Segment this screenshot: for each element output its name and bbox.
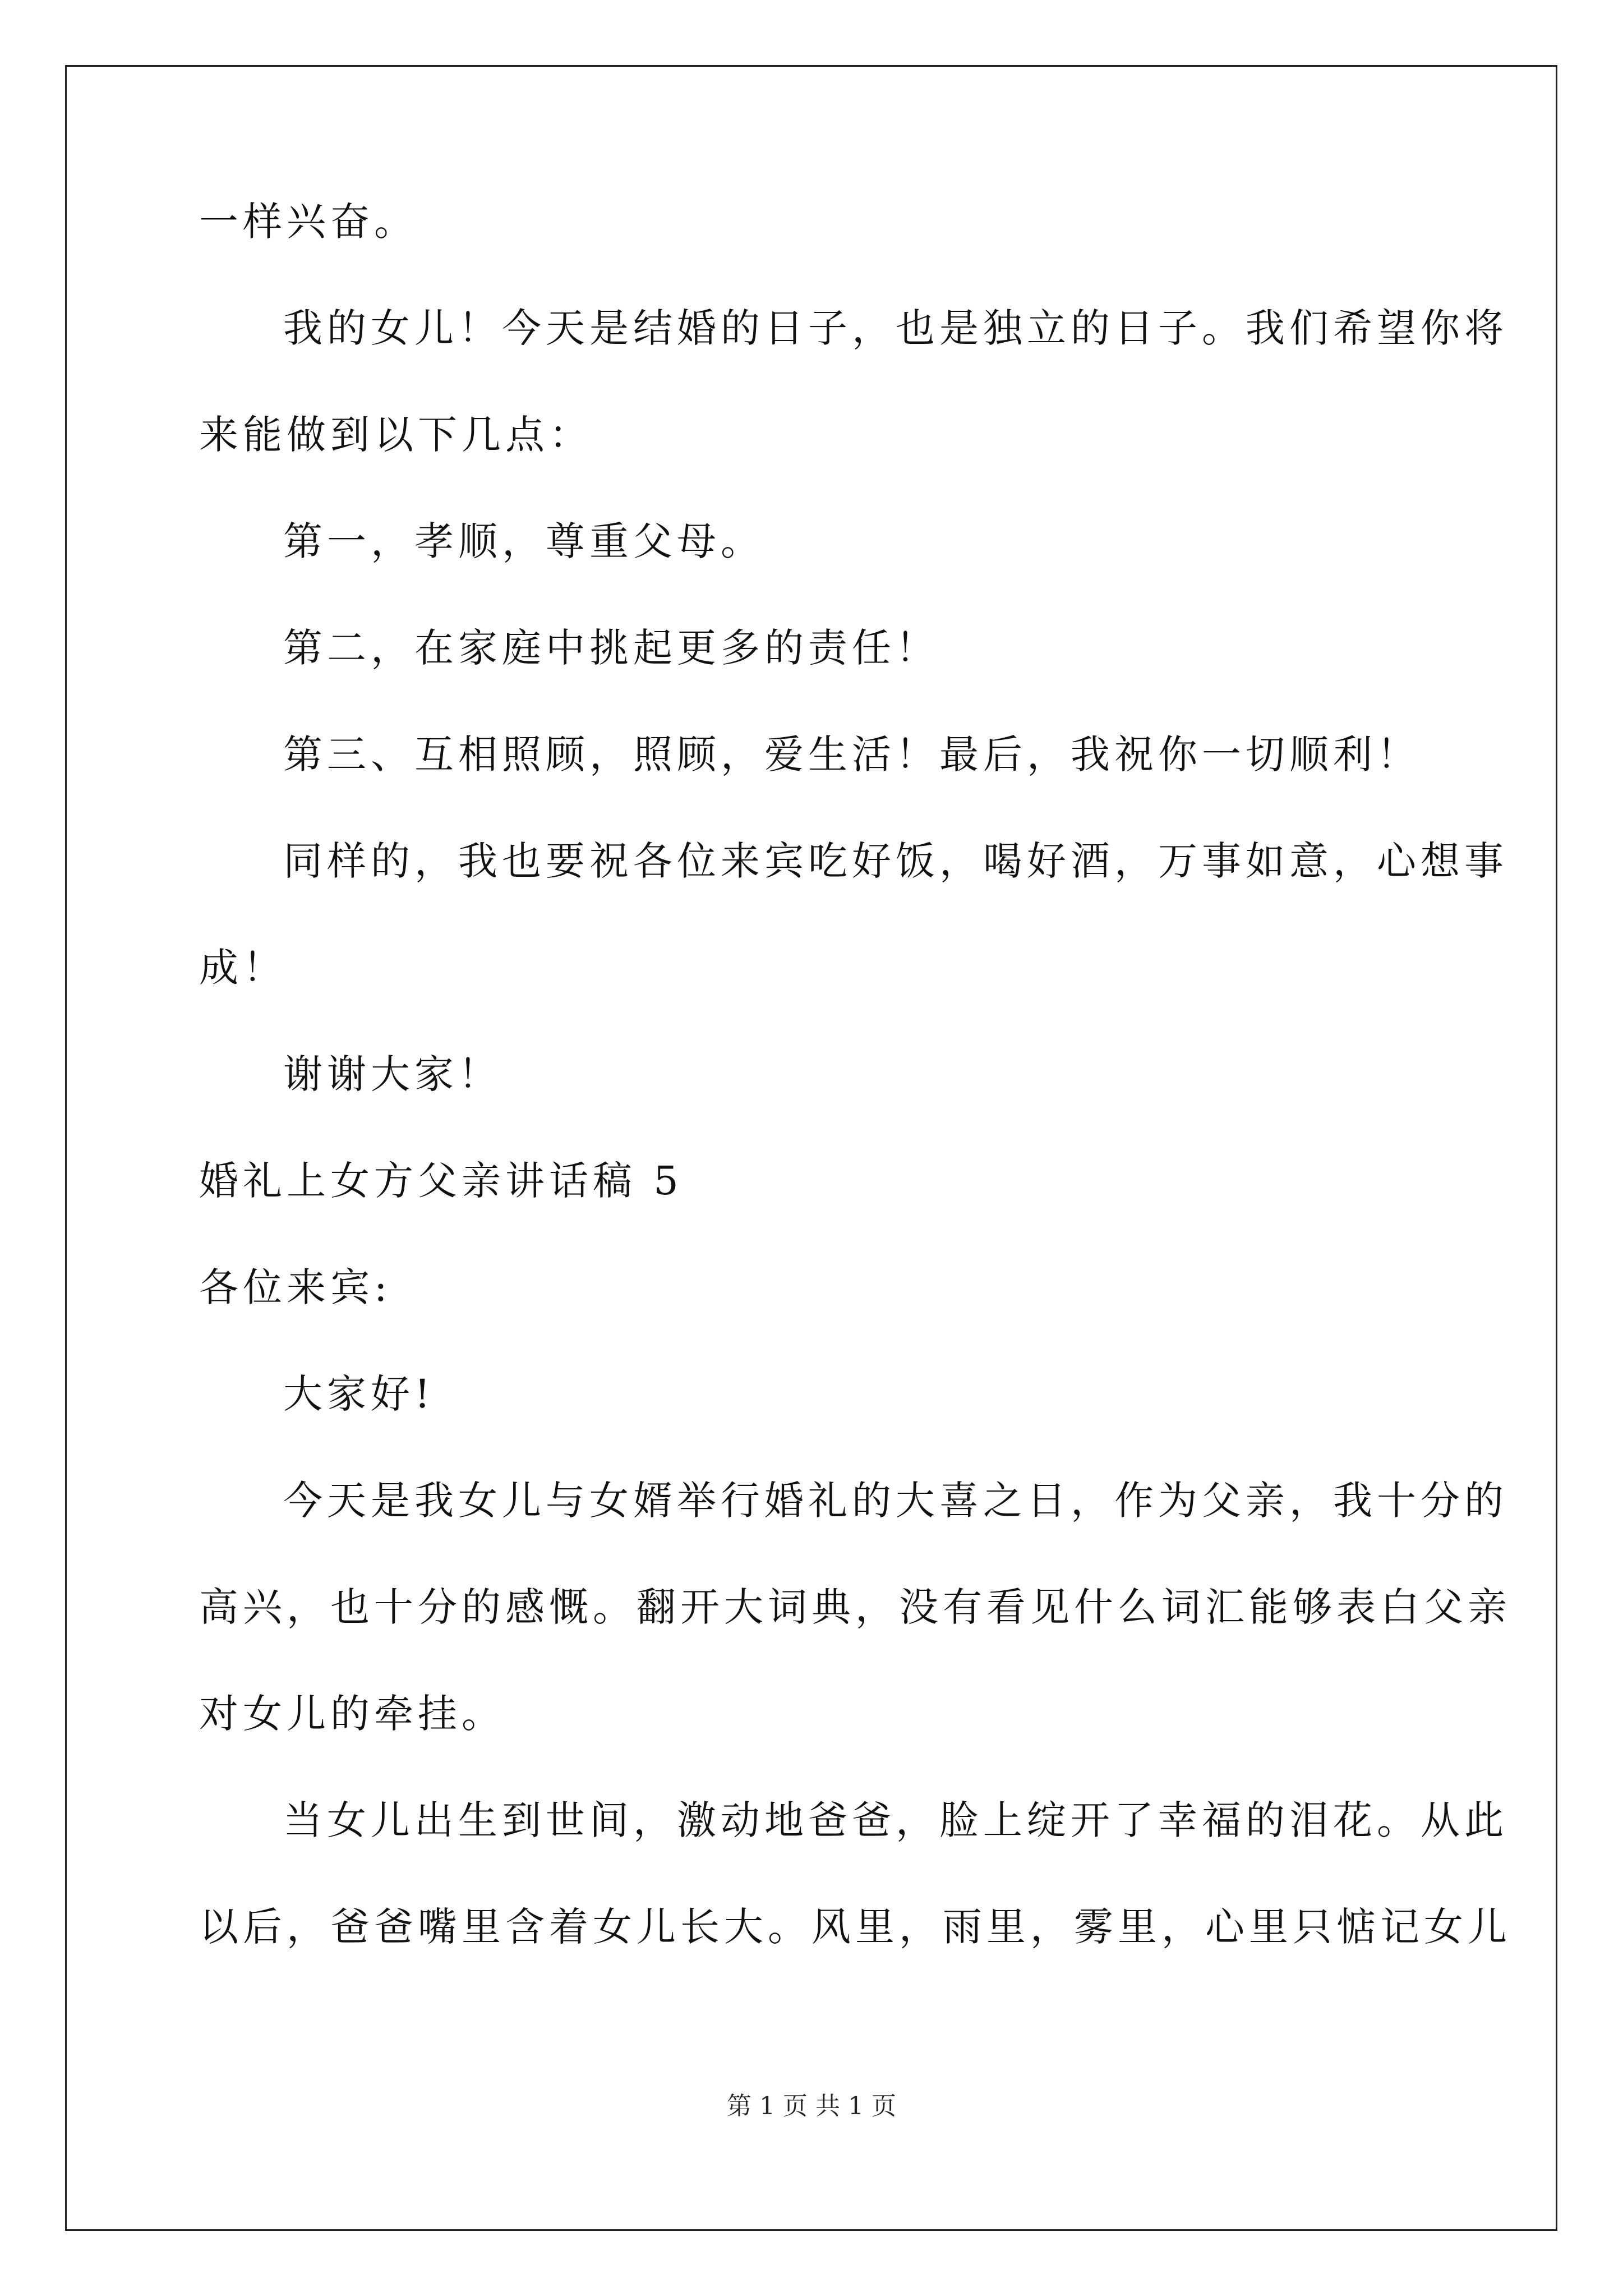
- text-line: 来能做到以下几点：: [199, 412, 593, 458]
- text-line: 第一，孝顺，尊重父母。: [283, 518, 764, 564]
- text-line: 今天是我女儿与女婿举行婚礼的大喜之日，作为父亲，我十分的: [283, 1478, 1508, 1524]
- text-line: 我的女儿！今天是结婚的日子，也是独立的日子。我们希望你将: [283, 305, 1508, 351]
- section-heading: 婚礼上女方父亲讲话稿 5: [199, 1158, 683, 1204]
- text-line: 谢谢大家！: [283, 1051, 502, 1097]
- text-line: 高兴，也十分的感慨。翻开大词典，没有看见什么词汇能够表白父亲: [199, 1584, 1511, 1630]
- text-line: 大家好!: [283, 1371, 435, 1417]
- text-line: 成！: [199, 945, 287, 991]
- page-footer: 第 1 页 共 1 页: [727, 2092, 896, 2120]
- text-line: 对女儿的牵挂。: [199, 1691, 505, 1737]
- text-line: 第二，在家庭中挑起更多的责任！: [283, 625, 939, 671]
- text-line: 第三、互相照顾，照顾，爱生活！最后，我祝你一切顺利！: [283, 731, 1421, 777]
- text-line: 各位来宾:: [199, 1264, 392, 1310]
- text-line: 同样的，我也要祝各位来宾吃好饭，喝好酒，万事如意，心想事: [283, 838, 1508, 884]
- text-line: 以后，爸爸嘴里含着女儿长大。风里，雨里，雾里，心里只惦记女儿: [199, 1904, 1511, 1950]
- text-line: 一样兴奋。: [199, 199, 418, 245]
- text-line: 当女儿出生到世间，激动地爸爸，脸上绽开了幸福的泪花。从此: [283, 1797, 1508, 1843]
